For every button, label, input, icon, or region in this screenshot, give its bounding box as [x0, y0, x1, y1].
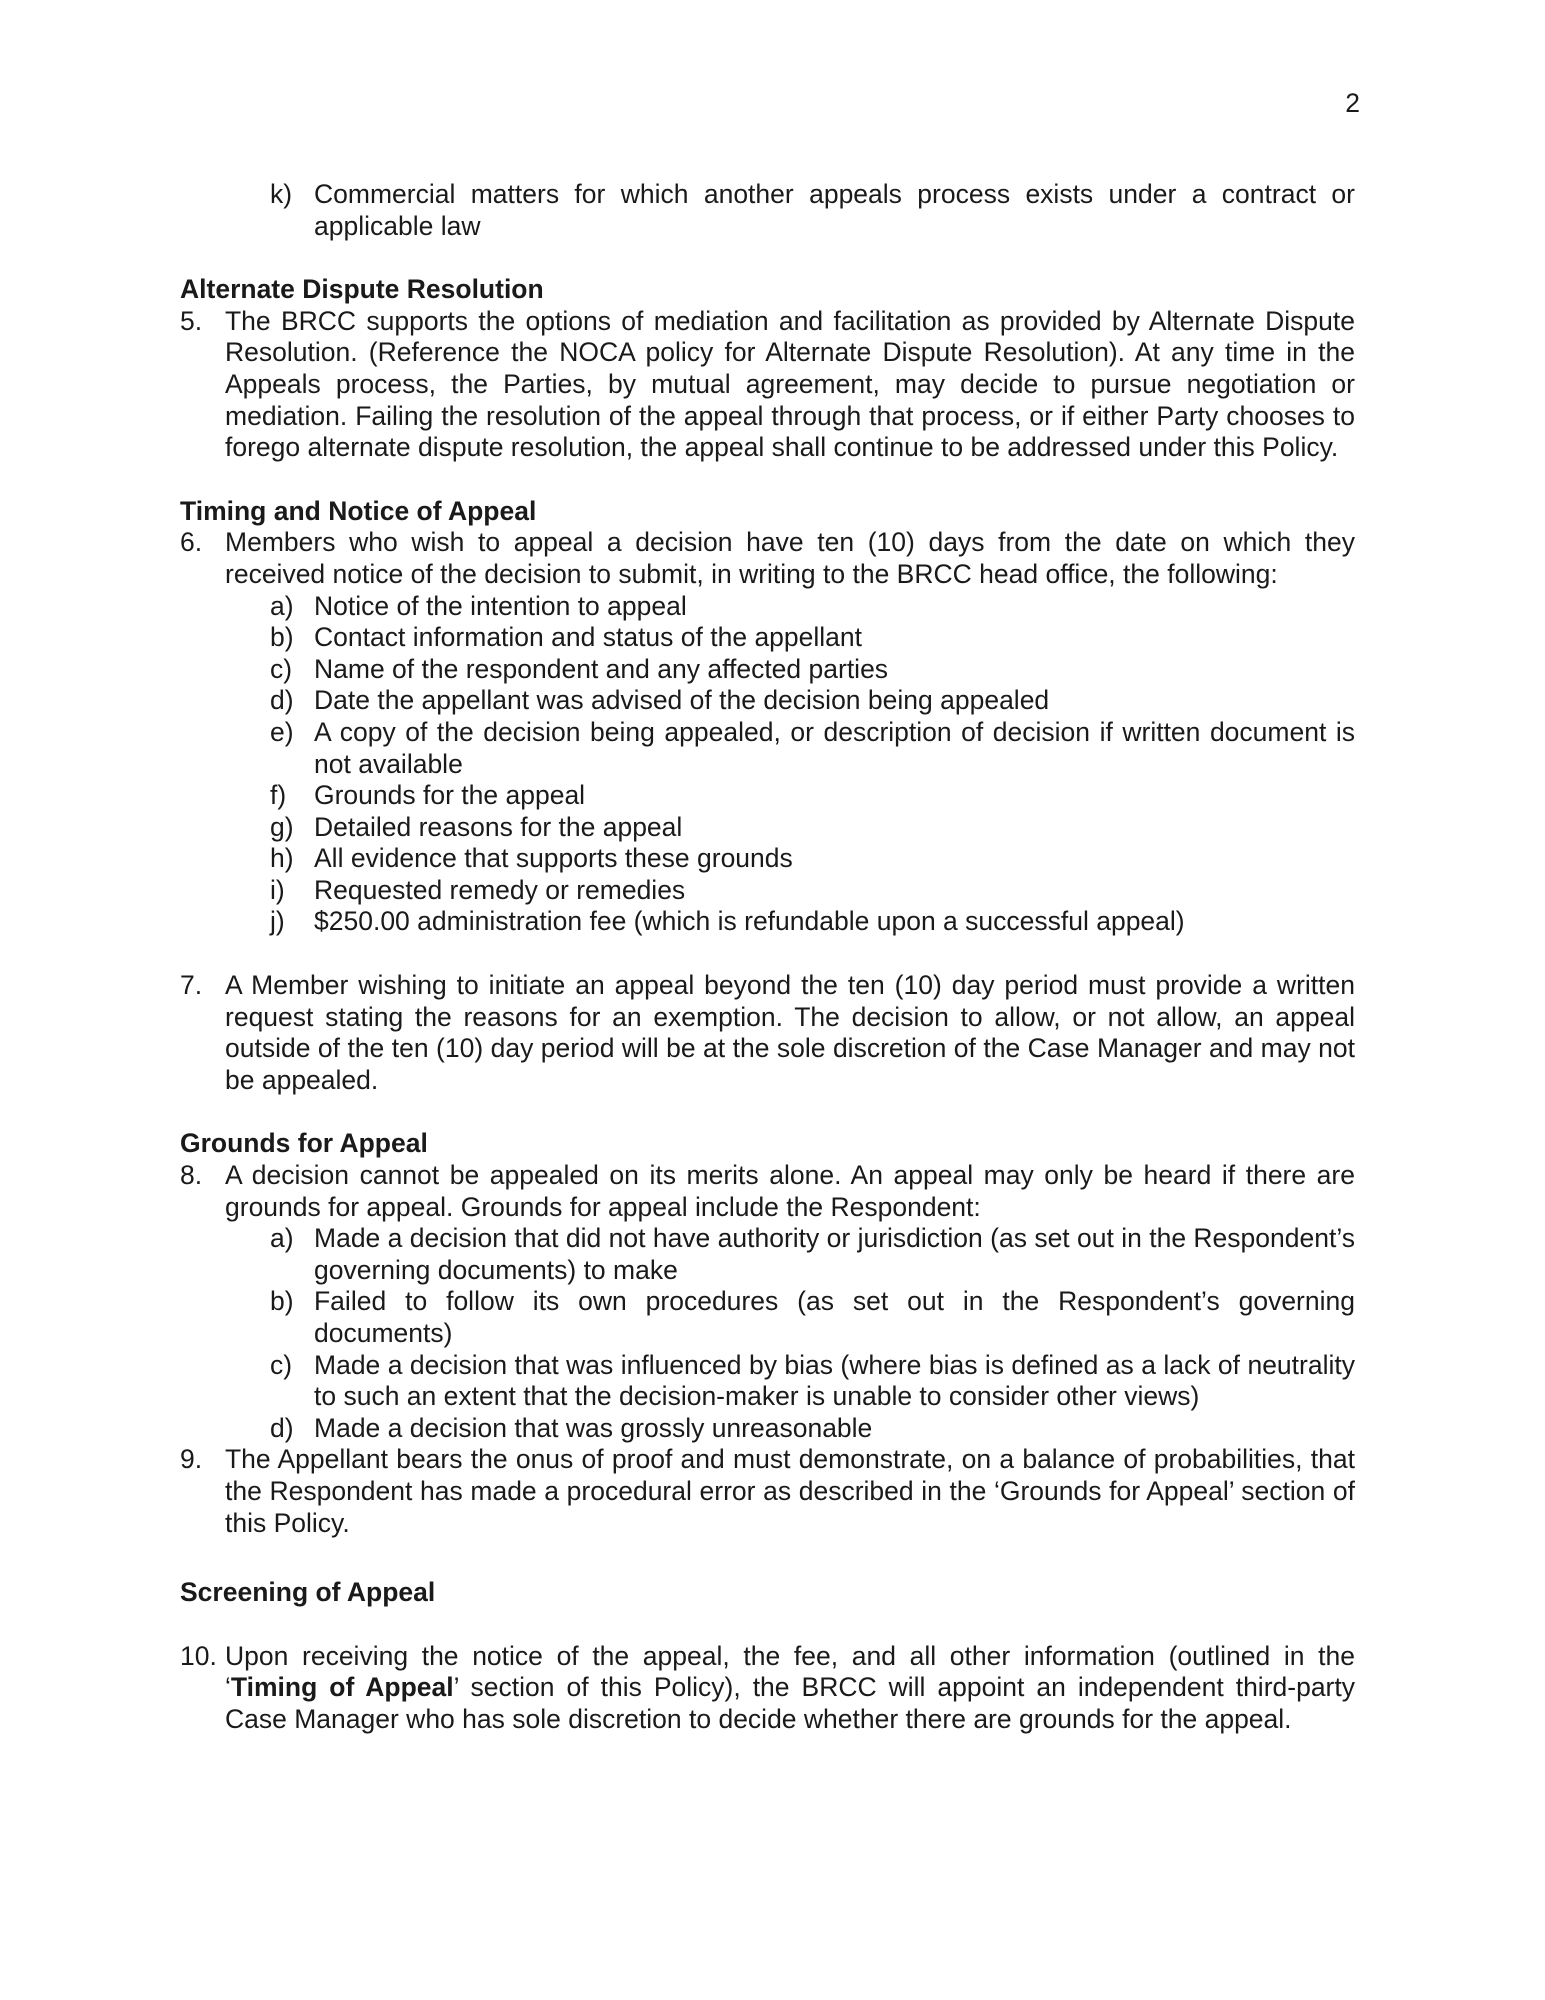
section-heading-grounds: Grounds for Appeal	[180, 1128, 428, 1159]
list-text: Made a decision that was influenced by bias (where bias is defined as a lack of neutrality to such an extent that the decision-maker is unable to consider other views)	[314, 1349, 1355, 1412]
paragraph-6	[180, 527, 1355, 590]
list-item	[180, 622, 1355, 654]
list-item	[180, 591, 1355, 623]
list-item	[180, 843, 1355, 875]
list-text: Made a decision that did not have authority or jurisdiction (as set out in the Respondent’s governing documents) to make	[314, 1223, 1355, 1285]
list-label: e)	[270, 716, 294, 747]
list-label: d)	[270, 1412, 294, 1443]
section-heading-timing: Timing and Notice of Appeal	[180, 495, 537, 526]
list-text: Date the appellant was advised of the decision being appealed	[314, 685, 1050, 716]
document-body	[180, 179, 1355, 1736]
paragraph-text-after: ’ section of this Policy), the BRCC will appoint an independent third-party Case Manager who has sole discretion to decide whether there are grounds for the appeal.	[225, 1672, 1355, 1734]
paragraph-7	[180, 970, 1355, 1096]
list-item	[180, 875, 1355, 907]
paragraph-text: Members who wish to appeal a decision have ten (10) days from the date on which they received notice of the decision to submit, in writing to the BRCC head office, the following:	[225, 527, 1355, 589]
list-text: Failed to follow its own procedures (as set out in the Respondent’s governing documents)	[314, 1286, 1355, 1348]
paragraph-10	[180, 1641, 1355, 1736]
paragraph-5	[180, 306, 1355, 464]
list-label: a)	[270, 1223, 294, 1254]
list-text: Name of the respondent and any affected parties	[314, 653, 889, 684]
timing-list	[180, 591, 1355, 939]
section-heading-adr: Alternate Dispute Resolution	[180, 274, 544, 305]
grounds-list	[180, 1223, 1355, 1444]
paragraph-number: 10.	[180, 1640, 217, 1671]
page-number: 2	[1345, 88, 1360, 118]
list-text: Commercial matters for which another appeals process exists under a contract or applicable law	[314, 179, 1355, 241]
list-label: h)	[270, 843, 294, 874]
paragraph-text: The BRCC supports the options of mediation and facilitation as provided by Alternate Dispute Resolution. (Reference the NOCA policy for Alternate Dispute Resolution). At any time in the Appeals process, the Parties, by mutual agreement, may decide to pursue negotiation or mediation. Failing the resolution of the appeal through that process, or if either Party chooses to forego alternate dispute resolution, the appeal shall continue to be addressed under this Policy.	[225, 305, 1355, 463]
list-item	[180, 685, 1355, 717]
list-text: All evidence that supports these grounds	[314, 843, 793, 874]
list-label: d)	[270, 685, 294, 716]
list-text: Contact information and status of the appellant	[314, 622, 863, 653]
paragraph-number: 6.	[180, 527, 203, 558]
paragraph-9	[180, 1444, 1355, 1539]
list-label: i)	[270, 874, 285, 905]
paragraph-text: A Member wishing to initiate an appeal beyond the ten (10) day period must provide a written request stating the reasons for an exemption. The decision to allow, or not allow, an appeal outside of the ten (10) day period will be at the sole discretion of the Case Manager and may not be appealed.	[225, 970, 1355, 1095]
list-text: Grounds for the appeal	[314, 780, 586, 811]
paragraph-8	[180, 1160, 1355, 1223]
paragraph-text: A decision cannot be appealed on its merits alone. An appeal may only be heard if there are grounds for appeal. Grounds for appeal include the Respondent:	[225, 1160, 1355, 1222]
list-text: Made a decision that was grossly unreasonable	[314, 1412, 873, 1443]
list-label: c)	[270, 1349, 293, 1380]
list-label: a)	[270, 590, 294, 621]
list-label: j)	[270, 906, 285, 937]
list-item	[180, 717, 1355, 780]
list-item	[180, 906, 1355, 938]
list-item	[180, 812, 1355, 844]
list-label: k)	[270, 179, 293, 209]
list-label: b)	[270, 622, 294, 653]
list-label: g)	[270, 811, 294, 842]
list-item	[180, 654, 1355, 686]
paragraph-number: 7.	[180, 970, 203, 1001]
list-label: c)	[270, 653, 293, 684]
list-text: $250.00 administration fee (which is refundable upon a successful appeal)	[314, 906, 1185, 937]
list-item	[180, 1223, 1355, 1286]
list-item	[180, 1350, 1355, 1413]
list-label: f)	[270, 780, 287, 811]
paragraph-number: 8.	[180, 1160, 203, 1191]
paragraph-number: 5.	[180, 305, 203, 336]
list-text: Requested remedy or remedies	[314, 874, 686, 905]
paragraph-text-before: Upon receiving the notice of the appeal, the fee, and all other information (outlined in the ‘	[225, 1640, 1355, 1703]
list-label: b)	[270, 1286, 294, 1317]
list-item-k	[180, 179, 1355, 242]
list-text: A copy of the decision being appealed, or description of decision if written document is not available	[314, 716, 1355, 779]
section-heading-screening: Screening of Appeal	[180, 1577, 436, 1608]
list-item	[180, 1286, 1355, 1349]
bold-section-reference: Timing of Appeal	[230, 1672, 454, 1703]
list-item	[180, 780, 1355, 812]
list-text: Notice of the intention to appeal	[314, 590, 687, 621]
paragraph-text	[225, 1641, 1355, 1734]
paragraph-number: 9.	[180, 1444, 203, 1475]
list-item	[180, 1413, 1355, 1445]
paragraph-text: The Appellant bears the onus of proof and must demonstrate, on a balance of probabilities, that the Respondent has made a procedural error as described in the ‘Grounds for Appeal’ section of this Policy.	[225, 1444, 1355, 1538]
list-text: Detailed reasons for the appeal	[314, 811, 683, 842]
